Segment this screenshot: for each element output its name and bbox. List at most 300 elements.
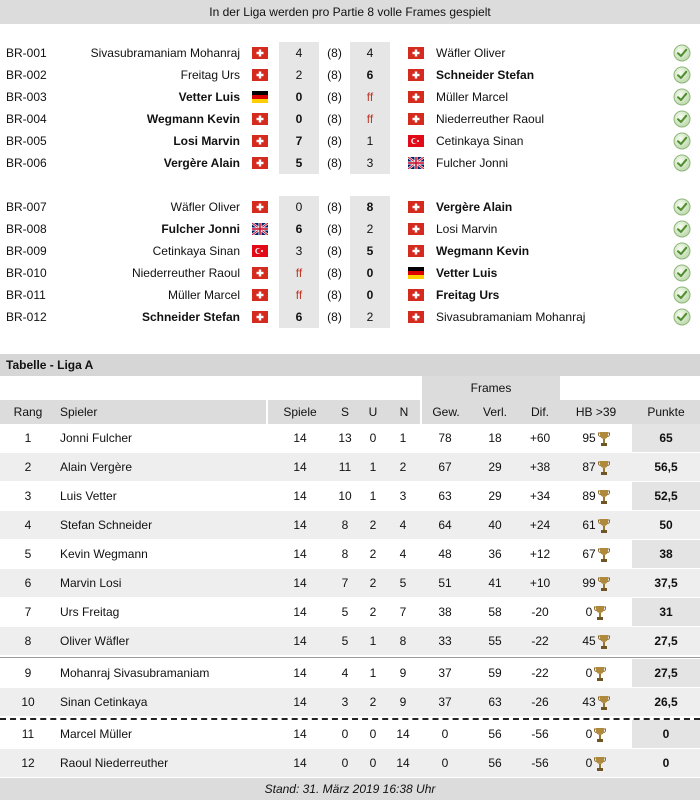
trophy-icon xyxy=(596,518,610,532)
away-flag-icon xyxy=(406,130,426,152)
away-player[interactable]: Wäfler Oliver xyxy=(436,46,506,60)
max-frames: (8) xyxy=(327,46,342,60)
rank: 10 xyxy=(21,695,35,709)
trophy-icon xyxy=(592,666,606,680)
away-player[interactable]: Schneider Stefan xyxy=(436,68,535,82)
last-updated: Stand: 31. März 2019 16:38 Uhr xyxy=(0,778,700,800)
check-circle-icon xyxy=(672,284,692,306)
match-row[interactable] xyxy=(0,196,700,218)
max-frames: (8) xyxy=(327,156,342,170)
player-name[interactable]: Mohanraj Sivasubramaniam xyxy=(60,666,210,680)
table-title: Tabelle - Liga A xyxy=(0,354,700,376)
rank: 2 xyxy=(24,460,32,474)
draws: 1 xyxy=(369,666,377,680)
match-id: BR-010 xyxy=(6,266,47,280)
highest-break-value: 0 xyxy=(585,605,593,619)
col-rang: Rang xyxy=(0,400,56,424)
match-id: BR-008 xyxy=(6,222,47,236)
league-info-header: In der Liga werden pro Partie 8 volle Frames gespielt xyxy=(0,0,700,24)
frames-lost: 56 xyxy=(488,756,502,770)
games-played: 14 xyxy=(293,666,307,680)
frames-lost: 41 xyxy=(488,576,502,590)
col-verl: Verl. xyxy=(470,400,520,424)
check-circle-icon xyxy=(672,130,692,152)
away-player[interactable]: Müller Marcel xyxy=(436,90,509,104)
away-flag-icon xyxy=(406,284,426,306)
home-player[interactable]: Vergère Alain xyxy=(163,156,240,170)
points: 26,5 xyxy=(654,695,678,709)
wins: 8 xyxy=(341,518,349,532)
frames-group-header: Frames xyxy=(422,376,560,400)
games-played: 14 xyxy=(293,460,307,474)
max-frames: (8) xyxy=(327,222,342,236)
frame-difference: +24 xyxy=(529,518,551,532)
rank: 11 xyxy=(21,727,35,741)
rank: 1 xyxy=(24,431,32,445)
draws: 0 xyxy=(369,431,377,445)
match-row[interactable] xyxy=(0,306,700,328)
frame-difference: +60 xyxy=(529,431,551,445)
draws: 0 xyxy=(369,727,377,741)
games-played: 14 xyxy=(293,431,307,445)
match-id: BR-007 xyxy=(6,200,47,214)
points: 38 xyxy=(632,540,700,568)
table-row xyxy=(0,627,700,655)
away-flag-icon xyxy=(406,306,426,328)
home-score: 6 xyxy=(279,218,319,240)
frames-won: 64 xyxy=(438,518,452,532)
trophy-icon xyxy=(596,634,610,648)
table-row xyxy=(0,569,700,597)
table-row xyxy=(0,453,700,481)
match-row[interactable] xyxy=(0,64,700,86)
highest-break-value: 99 xyxy=(582,576,596,590)
player-name[interactable]: Sinan Cetinkaya xyxy=(60,695,148,709)
col-spiele: Spiele xyxy=(268,400,332,424)
rank: 6 xyxy=(24,576,32,590)
check-circle-icon xyxy=(672,152,692,174)
table-row xyxy=(0,511,700,539)
games-played: 14 xyxy=(293,576,307,590)
highest-break xyxy=(560,627,632,655)
highest-break xyxy=(560,598,632,626)
frames-won: 78 xyxy=(438,431,452,445)
check-circle-icon xyxy=(672,86,692,108)
match-row[interactable] xyxy=(0,262,700,284)
table-row xyxy=(0,424,700,452)
frame-difference: +38 xyxy=(529,460,551,474)
rank: 8 xyxy=(24,634,32,648)
rank: 5 xyxy=(24,547,32,561)
home-score: 5 xyxy=(279,152,319,174)
frames-won: 51 xyxy=(438,576,452,590)
player-name[interactable]: Urs Freitag xyxy=(60,605,120,619)
points: 37,5 xyxy=(654,576,678,590)
col-n: N xyxy=(388,400,420,424)
home-flag-icon xyxy=(250,284,270,306)
match-row[interactable] xyxy=(0,240,700,262)
highest-break xyxy=(560,540,632,568)
highest-break xyxy=(560,482,632,510)
frames-lost: 63 xyxy=(488,695,502,709)
rank: 7 xyxy=(24,605,32,619)
home-flag-icon xyxy=(250,86,270,108)
home-flag-icon xyxy=(250,108,270,130)
frame-difference: -26 xyxy=(531,695,549,709)
home-flag-icon xyxy=(250,64,270,86)
away-flag-icon xyxy=(406,86,426,108)
col-hb: HB >39 xyxy=(560,400,632,424)
col-punkte: Punkte xyxy=(632,400,700,424)
losses: 9 xyxy=(399,695,407,709)
check-circle-icon xyxy=(672,240,692,262)
away-score: 0 xyxy=(350,262,390,284)
frame-difference: +34 xyxy=(529,489,551,503)
home-player[interactable]: Vetter Luis xyxy=(178,90,240,104)
away-score: ff xyxy=(350,86,390,108)
match-id: BR-004 xyxy=(6,112,47,126)
player-name[interactable]: Raoul Niederreuther xyxy=(60,756,169,770)
home-flag-icon xyxy=(250,130,270,152)
max-frames: (8) xyxy=(327,244,342,258)
away-player[interactable]: Freitag Urs xyxy=(436,288,500,302)
player-name[interactable]: Marcel Müller xyxy=(60,727,133,741)
match-id: BR-005 xyxy=(6,134,47,148)
home-player[interactable]: Schneider Stefan xyxy=(141,310,240,324)
player-name[interactable]: Jonni Fulcher xyxy=(60,431,133,445)
match-row[interactable] xyxy=(0,218,700,240)
draws: 1 xyxy=(369,634,377,648)
points: 27,5 xyxy=(632,659,700,687)
points: 56,5 xyxy=(654,460,678,474)
highest-break xyxy=(560,749,632,777)
losses: 2 xyxy=(399,460,407,474)
wins: 11 xyxy=(338,460,352,474)
home-player[interactable]: Freitag Urs xyxy=(180,68,240,82)
home-player[interactable]: Cetinkaya Sinan xyxy=(152,244,240,258)
frames-lost: 59 xyxy=(488,666,502,680)
home-score: 4 xyxy=(279,42,319,64)
frames-won: 67 xyxy=(438,460,452,474)
home-score: ff xyxy=(279,284,319,306)
match-row[interactable] xyxy=(0,130,700,152)
player-name[interactable]: Oliver Wäfler xyxy=(60,634,130,648)
points: 27,5 xyxy=(654,634,678,648)
losses: 3 xyxy=(399,489,407,503)
home-score: 0 xyxy=(279,86,319,108)
frames-won: 37 xyxy=(438,666,452,680)
losses: 7 xyxy=(399,605,407,619)
match-id: BR-001 xyxy=(6,46,47,60)
points: 65 xyxy=(632,424,700,452)
wins: 3 xyxy=(341,695,349,709)
highest-break xyxy=(560,569,632,597)
away-score: 4 xyxy=(350,42,390,64)
points: 0 xyxy=(662,756,670,770)
match-id: BR-003 xyxy=(6,90,47,104)
losses: 8 xyxy=(399,634,407,648)
home-player[interactable]: Wäfler Oliver xyxy=(170,200,240,214)
table-row xyxy=(0,749,700,777)
home-flag-icon xyxy=(250,196,270,218)
losses: 1 xyxy=(399,431,407,445)
max-frames: (8) xyxy=(327,90,342,104)
games-played: 14 xyxy=(293,489,307,503)
player-name[interactable]: Marvin Losi xyxy=(60,576,122,590)
points: 50 xyxy=(659,518,673,532)
home-score: ff xyxy=(279,262,319,284)
check-circle-icon xyxy=(672,108,692,130)
highest-break-value: 87 xyxy=(582,460,596,474)
frames-lost: 29 xyxy=(488,489,502,503)
losses: 4 xyxy=(399,547,407,561)
points: 52,5 xyxy=(632,482,700,510)
away-flag-icon xyxy=(406,64,426,86)
highest-break xyxy=(560,453,632,481)
home-player[interactable]: Müller Marcel xyxy=(167,288,240,302)
draws: 0 xyxy=(369,756,377,770)
frames-lost: 18 xyxy=(488,431,502,445)
highest-break xyxy=(560,511,632,539)
away-player[interactable]: Niederreuther Raoul xyxy=(436,112,545,126)
losses: 5 xyxy=(399,576,407,590)
draws: 2 xyxy=(369,547,377,561)
highest-break-value: 0 xyxy=(585,756,593,770)
away-score: ff xyxy=(350,108,390,130)
match-id: BR-009 xyxy=(6,244,47,258)
games-played: 14 xyxy=(293,756,307,770)
away-score: 5 xyxy=(350,240,390,262)
match-id: BR-002 xyxy=(6,68,47,82)
home-player[interactable]: Losi Marvin xyxy=(173,134,240,148)
frames-lost: 36 xyxy=(488,547,502,561)
wins: 4 xyxy=(341,666,349,680)
home-score: 0 xyxy=(279,108,319,130)
trophy-icon xyxy=(596,460,610,474)
trophy-icon xyxy=(596,547,610,561)
trophy-icon xyxy=(596,695,610,709)
away-player[interactable]: Vetter Luis xyxy=(436,266,498,280)
frames-lost: 40 xyxy=(488,518,502,532)
draws: 1 xyxy=(369,489,377,503)
home-player[interactable]: Niederreuther Raoul xyxy=(131,266,240,280)
frames-won: 0 xyxy=(441,756,449,770)
frames-won: 48 xyxy=(438,547,452,561)
games-played: 14 xyxy=(293,518,307,532)
away-flag-icon xyxy=(406,240,426,262)
table-row xyxy=(0,659,700,687)
home-score: 2 xyxy=(279,64,319,86)
col-u: U xyxy=(358,400,388,424)
match-row[interactable] xyxy=(0,152,700,174)
player-name[interactable]: Stefan Schneider xyxy=(60,518,153,532)
draws: 2 xyxy=(369,695,377,709)
max-frames: (8) xyxy=(327,200,342,214)
wins: 7 xyxy=(341,576,349,590)
points: 31 xyxy=(632,598,700,626)
losses: 14 xyxy=(396,756,410,770)
frame-difference: -20 xyxy=(531,605,549,619)
table-row xyxy=(0,720,700,748)
rank: 12 xyxy=(21,756,35,770)
max-frames: (8) xyxy=(327,134,342,148)
draws: 2 xyxy=(369,605,377,619)
away-player[interactable]: Cetinkaya Sinan xyxy=(436,134,524,148)
frames-won: 37 xyxy=(438,695,452,709)
highest-break-value: 61 xyxy=(582,518,596,532)
match-id: BR-006 xyxy=(6,156,47,170)
max-frames: (8) xyxy=(327,310,342,324)
trophy-icon xyxy=(596,576,610,590)
check-circle-icon xyxy=(672,42,692,64)
col-gew: Gew. xyxy=(422,400,470,424)
away-player[interactable]: Wegmann Kevin xyxy=(436,244,530,258)
wins: 13 xyxy=(338,431,352,445)
home-score: 3 xyxy=(279,240,319,262)
highest-break-value: 67 xyxy=(582,547,596,561)
check-circle-icon xyxy=(672,306,692,328)
trophy-icon xyxy=(592,605,606,619)
away-score: 1 xyxy=(350,130,390,152)
frames-won: 38 xyxy=(438,605,452,619)
wins: 5 xyxy=(341,634,349,648)
table-row xyxy=(0,540,700,568)
highest-break-value: 45 xyxy=(582,634,596,648)
highest-break xyxy=(560,424,632,452)
wins: 8 xyxy=(341,547,349,561)
frames-lost: 56 xyxy=(488,727,502,741)
frame-difference: +10 xyxy=(529,576,551,590)
frames-won: 33 xyxy=(438,634,452,648)
highest-break-value: 95 xyxy=(582,431,596,445)
max-frames: (8) xyxy=(327,112,342,126)
wins: 10 xyxy=(338,489,352,503)
home-flag-icon xyxy=(250,42,270,64)
trophy-icon xyxy=(596,489,610,503)
player-name[interactable]: Alain Vergère xyxy=(60,460,133,474)
max-frames: (8) xyxy=(327,288,342,302)
frames-won: 0 xyxy=(441,727,449,741)
frame-difference: -22 xyxy=(531,666,549,680)
frame-difference: -56 xyxy=(531,727,549,741)
rank: 3 xyxy=(24,489,32,503)
trophy-icon xyxy=(596,431,610,445)
col-dif: Dif. xyxy=(520,400,560,424)
highest-break xyxy=(560,659,632,687)
home-player[interactable]: Fulcher Jonni xyxy=(161,222,240,236)
away-flag-icon xyxy=(406,262,426,284)
frames-lost: 58 xyxy=(488,605,502,619)
games-played: 14 xyxy=(293,547,307,561)
frame-difference: +12 xyxy=(529,547,551,561)
away-score: 2 xyxy=(350,306,390,328)
rank: 4 xyxy=(24,518,32,532)
home-score: 7 xyxy=(279,130,319,152)
home-flag-icon xyxy=(250,262,270,284)
away-flag-icon xyxy=(406,42,426,64)
match-row[interactable] xyxy=(0,86,700,108)
games-played: 14 xyxy=(293,727,307,741)
frames-lost: 29 xyxy=(488,460,502,474)
check-circle-icon xyxy=(672,64,692,86)
max-frames: (8) xyxy=(327,266,342,280)
frame-difference: -56 xyxy=(531,756,549,770)
away-score: 0 xyxy=(350,284,390,306)
match-row[interactable] xyxy=(0,284,700,306)
highest-break xyxy=(560,688,632,716)
losses: 4 xyxy=(399,518,407,532)
match-row[interactable] xyxy=(0,108,700,130)
home-flag-icon xyxy=(250,218,270,240)
player-name[interactable]: Luis Vetter xyxy=(60,489,117,503)
highest-break-value: 0 xyxy=(585,727,593,741)
max-frames: (8) xyxy=(327,68,342,82)
trophy-icon xyxy=(592,727,606,741)
home-player[interactable]: Sivasubramaniam Mohanraj xyxy=(90,46,240,60)
match-id: BR-012 xyxy=(6,310,47,324)
games-played: 14 xyxy=(293,695,307,709)
col-spieler: Spieler xyxy=(56,400,266,424)
highest-break-value: 43 xyxy=(582,695,596,709)
losses: 9 xyxy=(399,666,407,680)
rank: 9 xyxy=(24,666,32,680)
home-flag-icon xyxy=(250,240,270,262)
away-flag-icon xyxy=(406,152,426,174)
games-played: 14 xyxy=(293,605,307,619)
highest-break xyxy=(560,720,632,748)
highest-break-value: 89 xyxy=(582,489,596,503)
home-score: 0 xyxy=(279,196,319,218)
check-circle-icon xyxy=(672,262,692,284)
check-circle-icon xyxy=(672,218,692,240)
wins: 0 xyxy=(341,727,349,741)
away-player[interactable]: Sivasubramaniam Mohanraj xyxy=(436,310,586,324)
highest-break-value: 0 xyxy=(585,666,593,680)
home-flag-icon xyxy=(250,306,270,328)
divider xyxy=(0,657,700,658)
away-player[interactable]: Vergère Alain xyxy=(436,200,513,214)
away-flag-icon xyxy=(406,108,426,130)
home-player[interactable]: Wegmann Kevin xyxy=(146,112,240,126)
col-s: S xyxy=(332,400,358,424)
away-score: 2 xyxy=(350,218,390,240)
away-player[interactable]: Losi Marvin xyxy=(436,222,498,236)
draws: 2 xyxy=(369,518,377,532)
frames-won: 63 xyxy=(438,489,452,503)
draws: 2 xyxy=(369,576,377,590)
player-name[interactable]: Kevin Wegmann xyxy=(60,547,148,561)
home-score: 6 xyxy=(279,306,319,328)
away-score: 6 xyxy=(350,64,390,86)
wins: 5 xyxy=(341,605,349,619)
losses: 14 xyxy=(396,727,410,741)
away-flag-icon xyxy=(406,196,426,218)
wins: 0 xyxy=(341,756,349,770)
draws: 1 xyxy=(369,460,377,474)
check-circle-icon xyxy=(672,196,692,218)
away-score: 8 xyxy=(350,196,390,218)
home-flag-icon xyxy=(250,152,270,174)
away-player[interactable]: Fulcher Jonni xyxy=(436,156,509,170)
points: 0 xyxy=(632,720,700,748)
away-flag-icon xyxy=(406,218,426,240)
table-row xyxy=(0,598,700,626)
match-id: BR-011 xyxy=(6,288,46,302)
away-score: 3 xyxy=(350,152,390,174)
match-row[interactable] xyxy=(0,42,700,64)
games-played: 14 xyxy=(293,634,307,648)
table-row xyxy=(0,482,700,510)
